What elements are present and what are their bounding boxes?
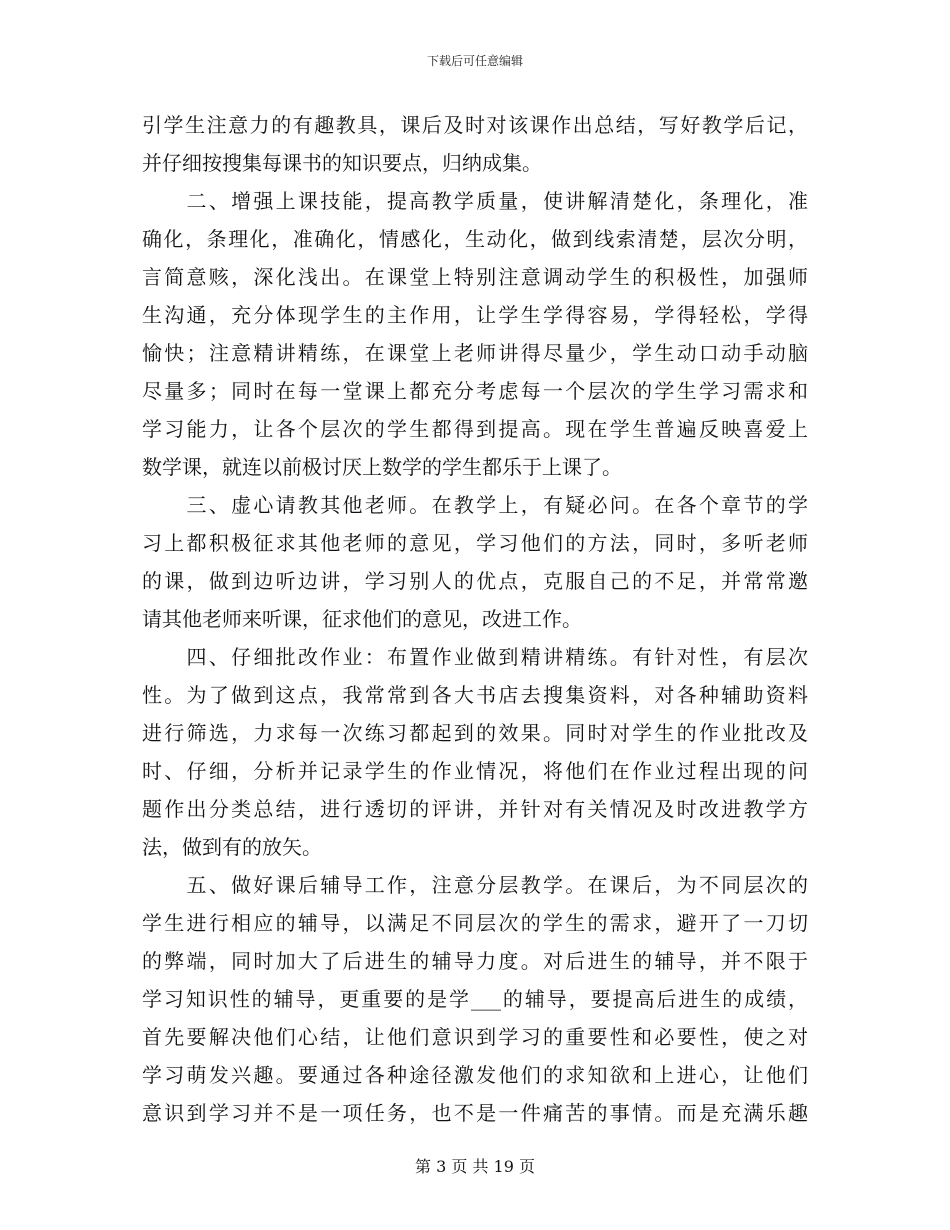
text-line: 生沟通，充分体现学生的主作用，让学生学得容易，学得轻松，学得 bbox=[142, 303, 808, 327]
text-line: 五、做好课后辅导工作，注意分层教学。在课后，为不同层次的 bbox=[142, 873, 808, 897]
text-line: 时、仔细，分析并记录学生的作业情况，将他们在作业过程出现的问 bbox=[142, 759, 808, 783]
text-line: 四、仔细批改作业：布置作业做到精讲精练。有针对性，有层次 bbox=[142, 645, 808, 669]
text-line: 引学生注意力的有趣教具，课后及时对该课作出总结，写好教学后记， bbox=[142, 113, 808, 137]
text-line: 学习知识性的辅导，更重要的是学___的辅导，要提高后进生的成绩， bbox=[142, 987, 808, 1011]
text-line: 学生进行相应的辅导，以满足不同层次的学生的需求，避开了一刀切 bbox=[142, 911, 808, 935]
text-line: 并仔细按搜集每课书的知识要点，归纳成集。 bbox=[142, 151, 542, 175]
text-line: 请其他老师来听课，征求他们的意见，改进工作。 bbox=[142, 607, 582, 631]
text-line: 的弊端，同时加大了后进生的辅导力度。对后进生的辅导，并不限于 bbox=[142, 949, 808, 973]
text-line: 法，做到有的放矢。 bbox=[142, 835, 322, 859]
page-footer: 第 3 页 共 19 页 bbox=[415, 1157, 535, 1176]
text-line: 习上都积极征求其他老师的意见，学习他们的方法，同时，多听老师 bbox=[142, 531, 808, 555]
text-line: 首先要解决他们心结，让他们意识到学习的重要性和必要性，使之对 bbox=[142, 1025, 808, 1049]
text-line: 数学课，就连以前极讨厌上数学的学生都乐于上课了。 bbox=[142, 455, 622, 479]
text-line: 学习能力，让各个层次的学生都得到提高。现在学生普遍反映喜爱上 bbox=[142, 417, 808, 441]
text-line: 进行筛选，力求每一次练习都起到的效果。同时对学生的作业批改及 bbox=[142, 721, 808, 745]
text-line: 意识到学习并不是一项任务，也不是一件痛苦的事情。而是充满乐趣 bbox=[142, 1101, 808, 1125]
text-line: 性。为了做到这点，我常常到各大书店去搜集资料，对各种辅助资料 bbox=[142, 683, 808, 707]
text-line: 言简意赅，深化浅出。在课堂上特别注意调动学生的积极性，加强师 bbox=[142, 265, 808, 289]
text-line: 题作出分类总结，进行透切的评讲，并针对有关情况及时改进教学方 bbox=[142, 797, 808, 821]
text-line: 的课，做到边听边讲，学习别人的优点，克服自己的不足，并常常邀 bbox=[142, 569, 808, 593]
page-header: 下载后可任意编辑 bbox=[426, 54, 523, 68]
text-line: 学习萌发兴趣。要通过各种途径激发他们的求知欲和上进心，让他们 bbox=[142, 1063, 808, 1087]
text-line: 三、虚心请教其他老师。在教学上，有疑必问。在各个章节的学 bbox=[142, 493, 808, 517]
text-line: 二、增强上课技能，提高教学质量，使讲解清楚化，条理化，准 bbox=[142, 189, 808, 213]
document-body bbox=[142, 106, 808, 1132]
text-line: 愉快；注意精讲精练，在课堂上老师讲得尽量少，学生动口动手动脑 bbox=[142, 341, 808, 365]
text-line: 确化，条理化，准确化，情感化，生动化，做到线索清楚，层次分明， bbox=[142, 227, 808, 251]
text-line: 尽量多；同时在每一堂课上都充分考虑每一个层次的学生学习需求和 bbox=[142, 379, 808, 403]
